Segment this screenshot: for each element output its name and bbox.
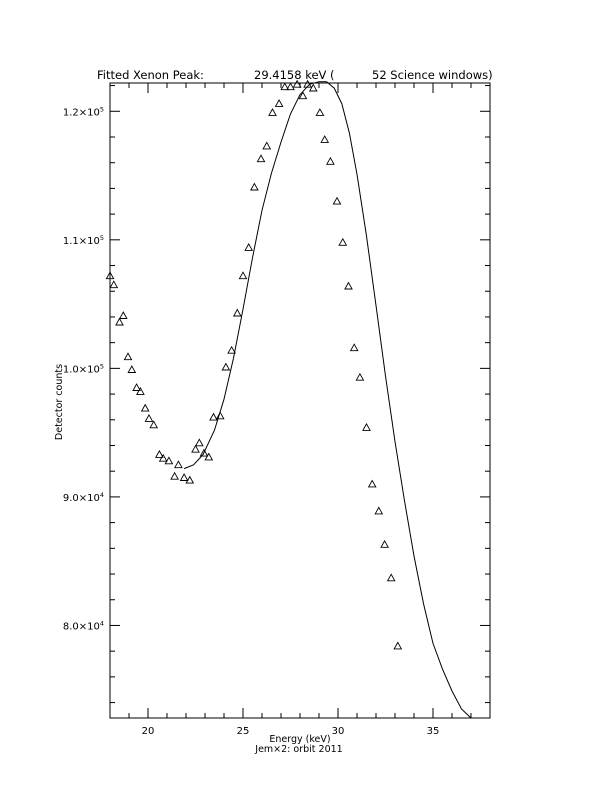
chart-subtitle: Jem×2: orbit 2011 (255, 744, 343, 755)
title-windows: 52 Science windows) (372, 68, 493, 82)
data-point (339, 239, 346, 246)
data-point (310, 85, 317, 92)
data-point (228, 347, 235, 353)
data-points (106, 81, 401, 649)
fit-curve (184, 82, 471, 718)
data-point (145, 415, 152, 422)
data-point (351, 344, 358, 351)
data-point (363, 424, 370, 431)
data-point (181, 474, 188, 481)
data-point (192, 446, 199, 453)
data-point (150, 421, 157, 428)
data-point (321, 136, 328, 142)
data-point (276, 100, 283, 106)
y-tick-label: $9.0\times 10^4$ (62, 490, 104, 504)
plot-area (106, 81, 490, 718)
data-point (299, 92, 306, 98)
data-point (160, 455, 167, 462)
data-point (375, 507, 382, 514)
data-point (142, 405, 149, 412)
data-point (137, 388, 144, 395)
data-point (175, 461, 182, 468)
data-point (171, 473, 178, 480)
chart-title (97, 68, 493, 82)
data-point (394, 642, 401, 649)
data-point (128, 366, 135, 373)
data-point (116, 319, 123, 326)
data-point (257, 155, 264, 162)
data-point (234, 310, 241, 317)
data-point (356, 374, 363, 380)
data-point (222, 364, 229, 371)
x-tick-label: 25 (236, 726, 250, 737)
plot-frame (110, 83, 490, 718)
y-tick-label: $1.2\times 10^5$ (62, 105, 104, 119)
title-prefix: Fitted Xenon Peak: (97, 68, 204, 82)
data-point (381, 541, 388, 547)
data-point (369, 481, 376, 487)
data-point (120, 312, 127, 318)
data-point (316, 109, 323, 115)
data-point (124, 353, 131, 360)
data-point (327, 158, 334, 165)
data-point (196, 439, 203, 446)
x-tick-label: 20 (141, 726, 155, 737)
data-point (239, 272, 246, 279)
x-axis-label: Energy (keV) (269, 734, 331, 745)
y-tick-label: $1.1\times 10^5$ (62, 233, 104, 247)
y-tick-label: $8.0\times 10^4$ (62, 619, 104, 633)
y-tick-label: $1.0\times 10^5$ (62, 362, 104, 376)
data-point (269, 109, 276, 115)
data-point (110, 281, 117, 288)
y-axis-label: Detector counts (54, 363, 65, 441)
data-point (333, 198, 340, 204)
data-point (345, 283, 352, 290)
data-point (388, 574, 395, 581)
title-energy: 29.4158 keV ( (254, 68, 335, 82)
y-tick-labels (63, 105, 104, 632)
data-point (245, 244, 252, 251)
ticks (110, 83, 490, 718)
data-point (251, 184, 258, 191)
x-tick-label: 30 (331, 726, 345, 737)
x-tick-label: 35 (426, 726, 440, 737)
data-point (217, 412, 224, 419)
data-point (263, 142, 270, 149)
